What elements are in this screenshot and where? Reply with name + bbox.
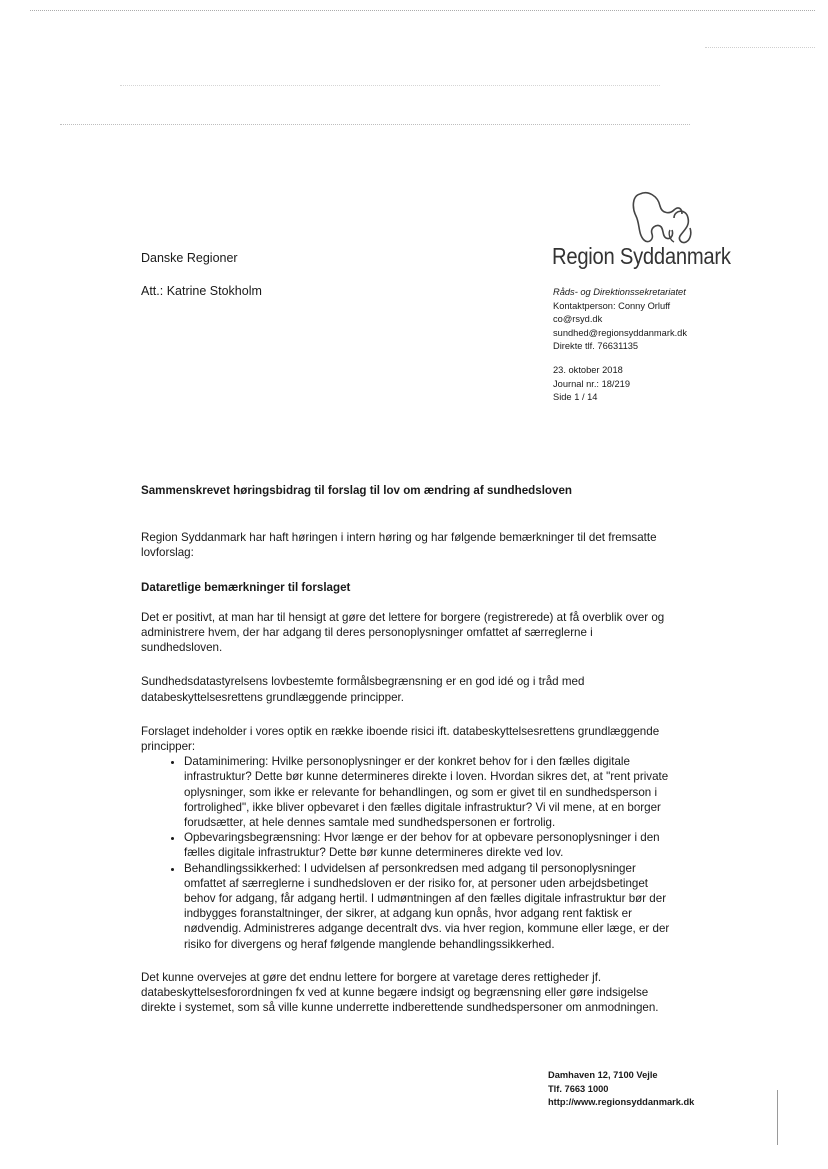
letter-body bbox=[141, 483, 671, 1034]
scan-line-mid bbox=[60, 124, 690, 125]
department-name: Råds- og Direktionssekretariatet bbox=[553, 287, 686, 297]
attention-line: Att.: Katrine Stokholm bbox=[141, 284, 262, 298]
scan-line-right bbox=[705, 47, 815, 48]
contact-block bbox=[553, 286, 687, 354]
paragraph-1: Det er positivt, at man har til hensigt at gøre det lettere for borgere (registrerede) at få overblik over og administrere hvem, der har adgang til deres personoplysninger omfattet af særreglerne i sundhedsloven. bbox=[141, 610, 665, 655]
contact-phone: Direkte tlf. 76631135 bbox=[553, 341, 639, 351]
scan-line-top bbox=[30, 10, 815, 11]
scan-line-upper bbox=[120, 85, 660, 86]
region-syddanmark-logo-icon bbox=[630, 190, 698, 250]
footer-address-block bbox=[548, 1069, 694, 1110]
letter-meta bbox=[553, 364, 630, 405]
contact-email-general: sundhed@regionsyddanmark.dk bbox=[553, 327, 687, 338]
list-item-behandlingssikkerhed: • Behandlingssikkerhed: I udvidelsen af personkredsen med adgang til personoplysninger omfattet af særreglerne i sundhedsloven er der risiko for, at personer uden arbejdsbetinget behov for adgang, får adgang hertil. I udmøntningen af den fælles digitale infrastruktur bør der indbygges foranstaltninger, der sikrer, at adgang kun opnås, hvor adgang rent faktisk er nødvendig. Administreres adgange decentralt dvs. via hver region, kommune eller læge, er der risiko for divergens og heraf følgende manglende behandlingssikkerhed. bbox=[184, 861, 671, 952]
risk-list bbox=[141, 754, 671, 952]
journal-number: Journal nr.: 18/219 bbox=[553, 378, 631, 389]
list-item-dataminimering: • Dataminimering: Hvilke personoplysninger er der konkret behov for i den fælles digitale infrastruktur? Dette bør kunne determineres direkte i loven. Hvordan sikres det, at "rent private oplysninger, som ikke er relevante for behandlingen, og som er givet til en sundhedsperson i fortrolighed", ikke bliver opbevaret i den fælles digitale infrastruktur? Vi vil mene, at en borger forudsætter, at hele dennes samtale med sundhedspersonen er fortrolig. bbox=[184, 754, 671, 830]
contact-email: co@rsyd.dk bbox=[553, 314, 603, 324]
intro-paragraph: Region Syddanmark har haft høringen i intern høring og har følgende bemærkninger til det fremsatte lovforslag: bbox=[141, 531, 657, 560]
list-intro: Forslaget indeholder i vores optik en række iboende risici ift. databeskyttelsesrettens grundlæggende principper: bbox=[141, 724, 660, 754]
paragraph-2: Sundhedsdatastyrelsens lovbestemte formålsbegrænsning er en god idé og i tråd med databeskyttelsesrettens grundlæggende principper. bbox=[141, 675, 585, 704]
letter-title: Sammenskrevet høringsbidrag til forslag til lov om ændring af sundhedsloven bbox=[141, 484, 572, 497]
logo-wordmark: Region Syddanmark bbox=[552, 243, 731, 269]
footer-phone: Tlf. 7663 1000 bbox=[548, 1083, 609, 1094]
list-item-opbevaring: • Opbevaringsbegrænsning: Hvor længe er der behov for at opbevare personoplysninger i den fælles digitale infrastruktur? Dette bør kunne determineres direkte ved lov. bbox=[184, 830, 671, 860]
footer-address: Damhaven 12, 7100 Vejle bbox=[548, 1070, 658, 1080]
letter-date: 23. oktober 2018 bbox=[553, 365, 623, 375]
closing-paragraph: Det kunne overvejes at gøre det endnu lettere for borgere at varetage deres rettigheder jf. databeskyttelsesforordningen fx ved at kunne begære indsigt og begrænsning eller gøre indsigelse direkte i systemet, som så ville kunne underrette indberettende sundhedspersoner om anmodningen. bbox=[141, 970, 659, 1015]
section-heading: Dataretlige bemærkninger til forslaget bbox=[141, 580, 351, 594]
recipient-name: Danske Regioner bbox=[141, 251, 238, 265]
page-number: Side 1 / 14 bbox=[553, 392, 598, 402]
footer-website: http://www.regionsyddanmark.dk bbox=[548, 1097, 695, 1107]
contact-person: Kontaktperson: Conny Orluff bbox=[553, 300, 671, 311]
scan-edge-line bbox=[777, 1090, 778, 1145]
